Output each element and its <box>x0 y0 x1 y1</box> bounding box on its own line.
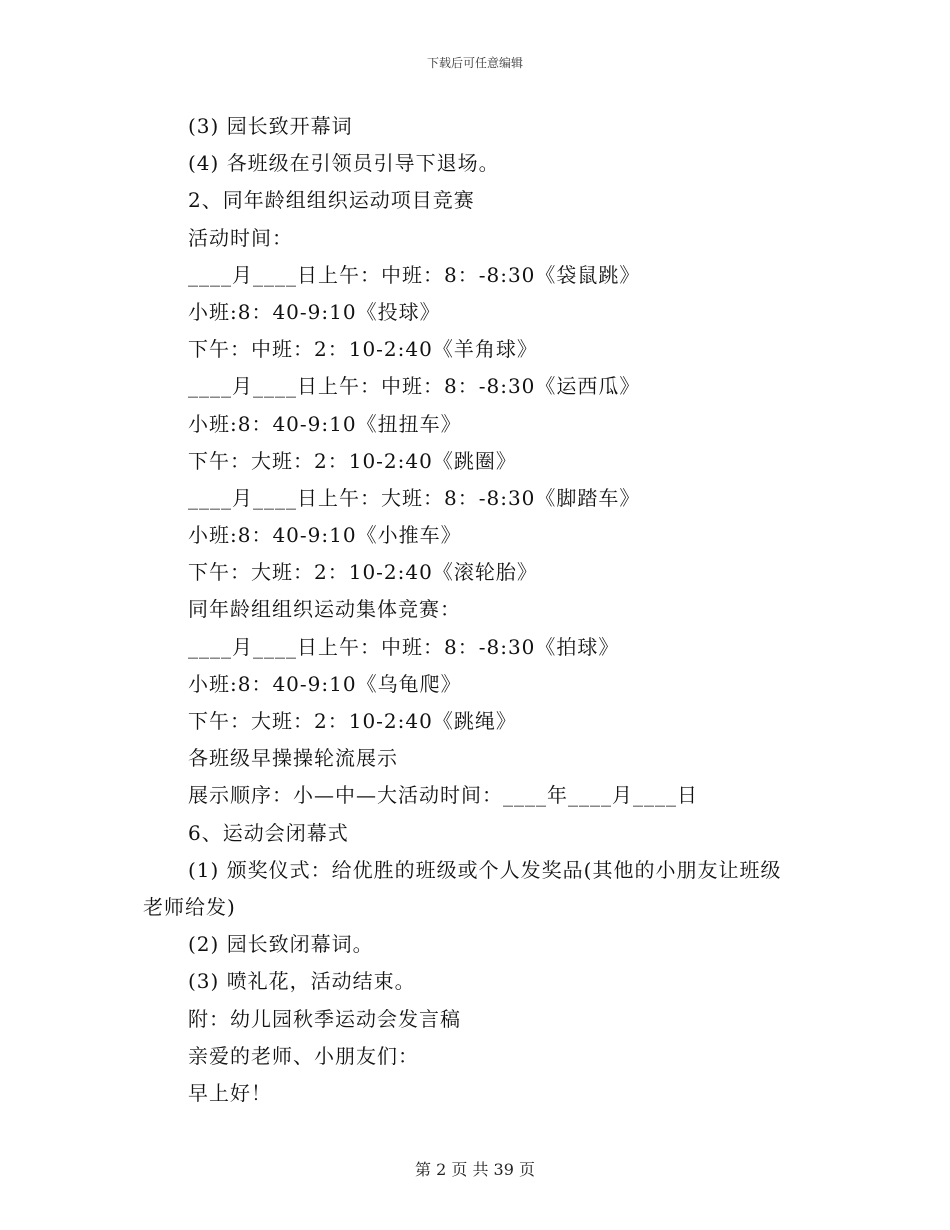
schedule-line: 下午：中班：2：10-2:40《羊角球》 <box>188 337 538 362</box>
document-body <box>143 108 823 1112</box>
text-line: 同年龄组组织运动集体竞赛： <box>188 597 461 622</box>
schedule-line: ____月____日上午：中班：8：-8:30《袋鼠跳》 <box>188 262 641 287</box>
text-line: (3) 园长致开幕词 <box>188 114 353 138</box>
schedule-line: 下午：大班：2：10-2:40《跳绳》 <box>188 709 517 733</box>
schedule-line: ____月____日上午：中班：8：-8:30《拍球》 <box>188 634 620 659</box>
page-header: 下载后可任意编辑 <box>426 56 523 70</box>
section-heading: 2、同年龄组组织运动项目竞赛 <box>188 188 475 213</box>
text-line: 早上好！ <box>188 1080 272 1105</box>
text-line: (3) 喷礼花，活动结束。 <box>188 969 416 994</box>
text-line: 附：幼儿园秋季运动会发言稿 <box>188 1006 461 1031</box>
text-line: 亲爱的老师、小朋友们： <box>188 1043 419 1068</box>
text-line: 展示顺序：小—中—大活动时间：____年____月____日 <box>188 783 698 808</box>
schedule-line: 下午：大班：2：10-2:40《滚轮胎》 <box>188 560 538 585</box>
text-line: (4) 各班级在引领员引导下退场。 <box>188 151 500 176</box>
text-line: (2) 园长致闭幕词。 <box>188 932 374 957</box>
schedule-line: 小班:8：40-9:10《乌龟爬》 <box>188 671 462 696</box>
schedule-line: 下午：大班：2：10-2:40《跳圈》 <box>188 448 517 473</box>
schedule-line: ____月____日上午：中班：8：-8:30《运西瓜》 <box>188 374 641 399</box>
text-line: 各班级早操操轮流展示 <box>188 746 398 771</box>
section-heading: 6、运动会闭幕式 <box>188 820 349 845</box>
text-line: (1) 颁奖仪式：给优胜的班级或个人发奖品(其他的小朋友让班级 <box>188 857 782 882</box>
text-line: 活动时间： <box>188 225 293 250</box>
schedule-line: ____月____日上午：大班：8：-8:30《脚踏车》 <box>188 485 641 510</box>
page-footer: 第 2 页 共 39 页 <box>415 1160 535 1179</box>
schedule-line: 小班:8：40-9:10《投球》 <box>188 299 441 324</box>
schedule-line: 小班:8：40-9:10《扭扭车》 <box>188 411 462 436</box>
schedule-line: 小班:8：40-9:10《小推车》 <box>188 523 462 548</box>
text-line: 老师给发) <box>143 894 236 919</box>
